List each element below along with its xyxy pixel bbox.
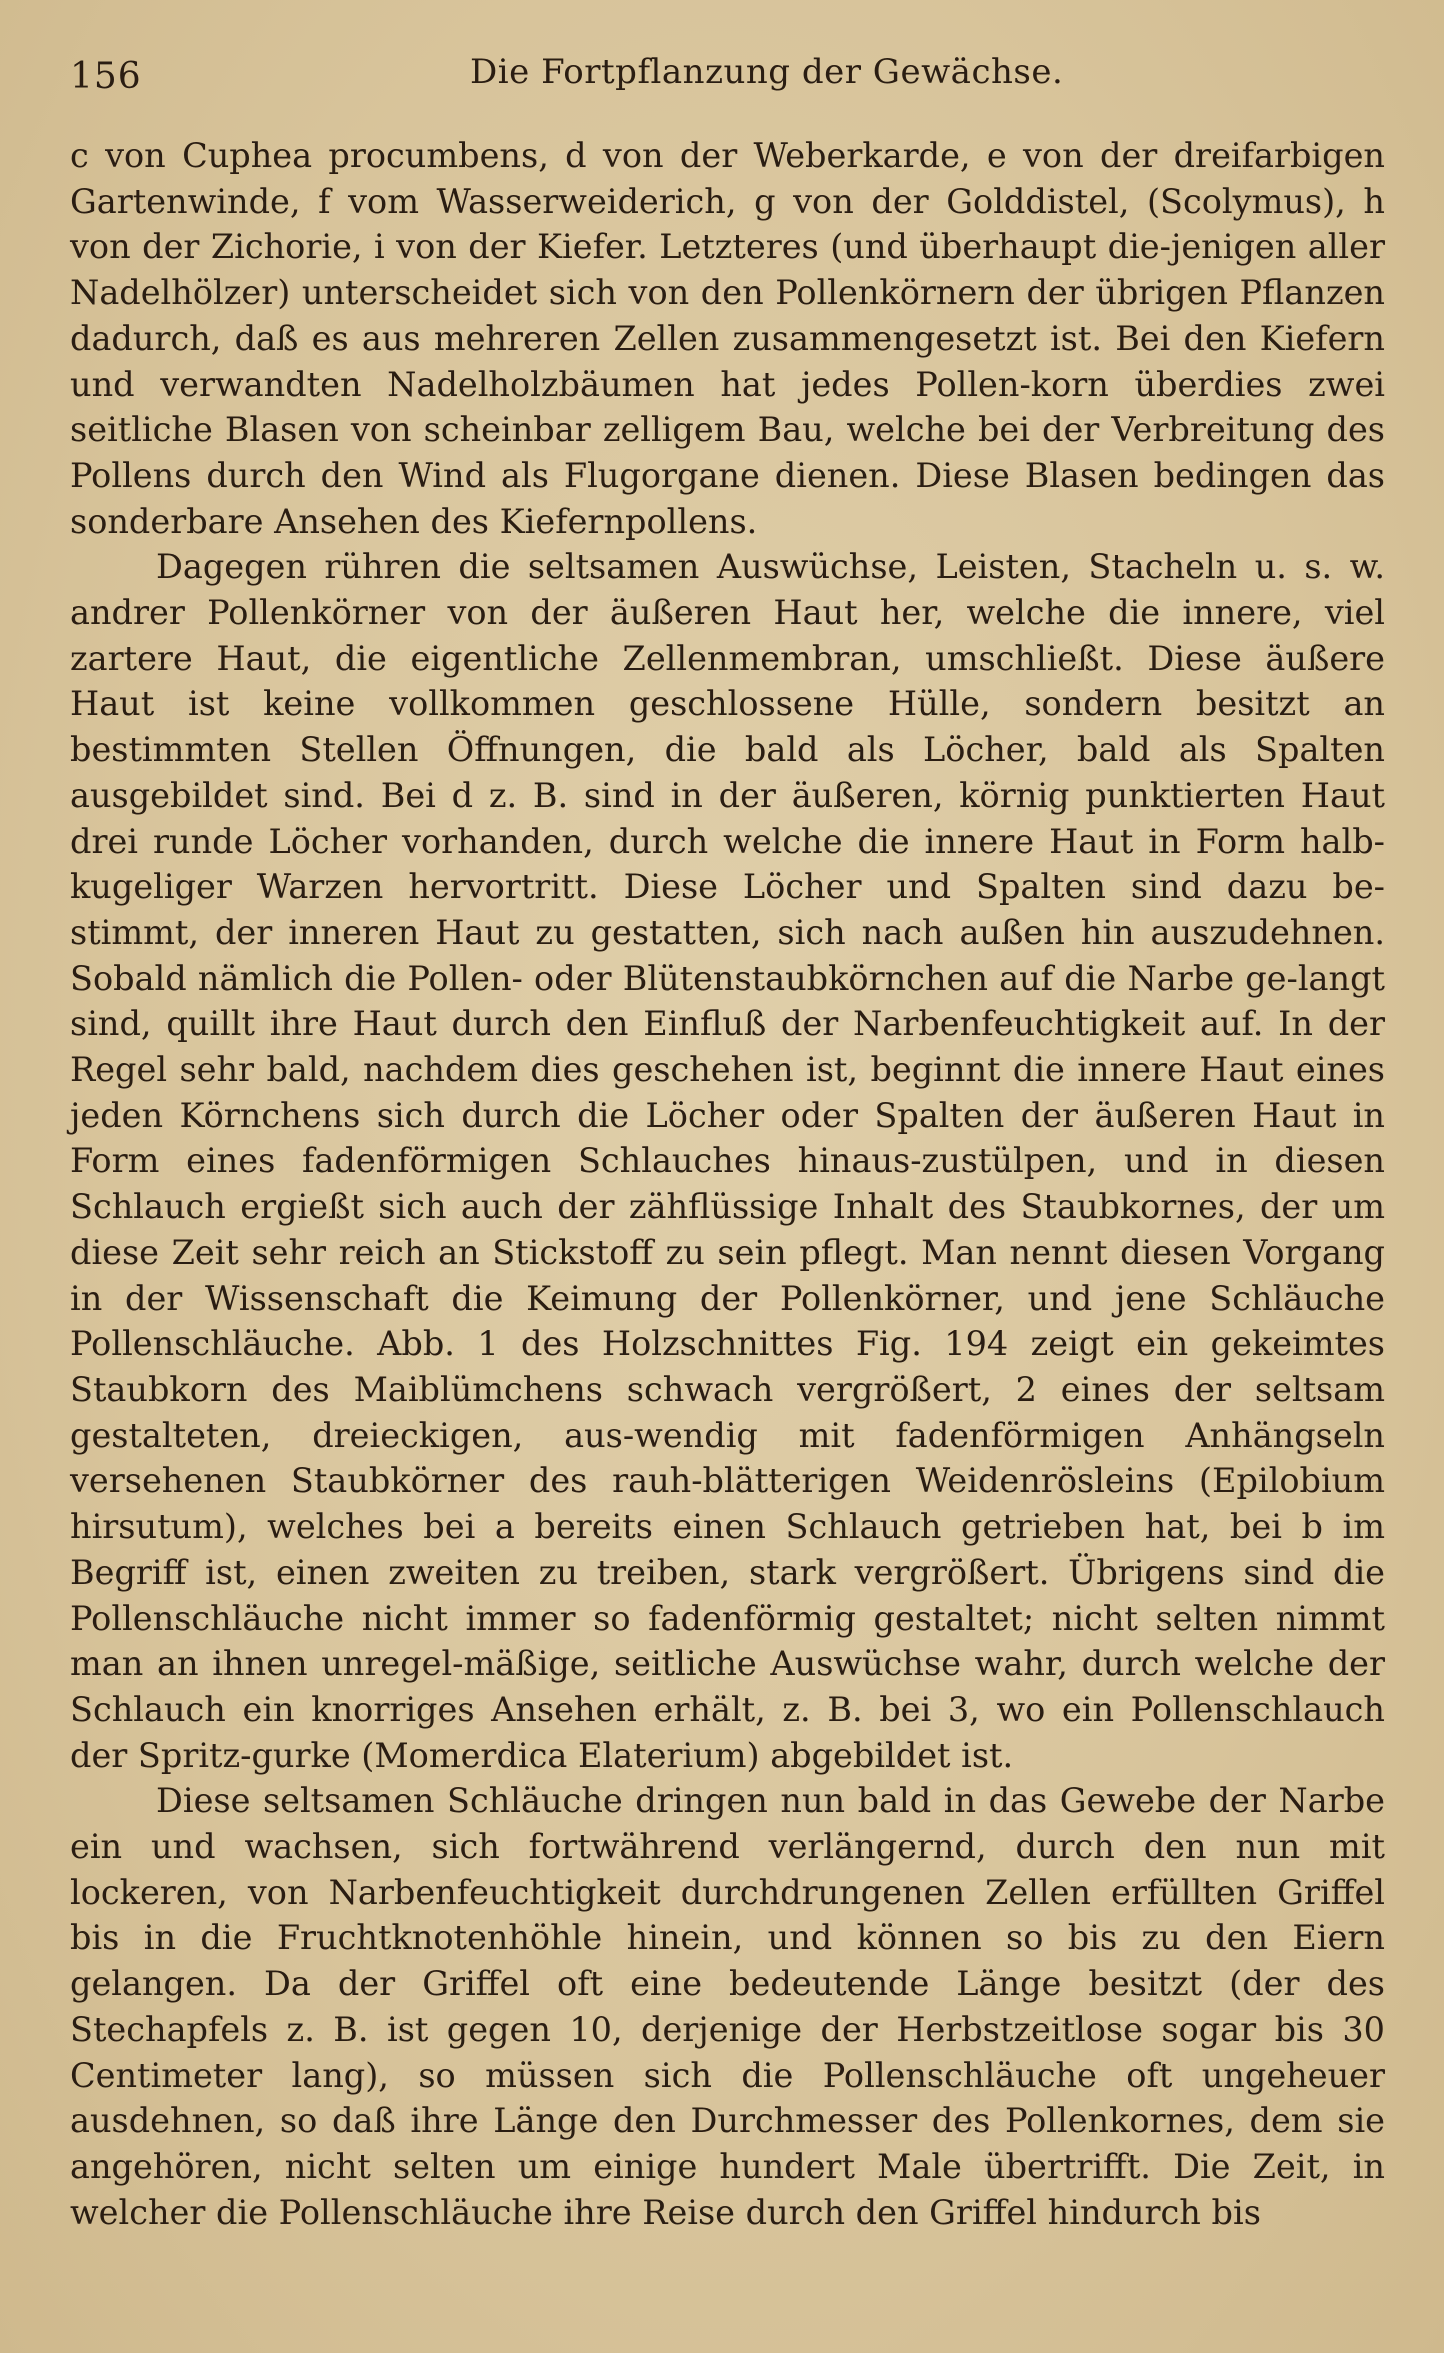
paragraph: c von Cuphea procumbens, d von der Weberkarde, e von der dreifarbigen Gartenwinde, f vom Wasserweiderich, g von der Golddistel, (Scolymus), h von der Zichorie, i von der Kiefer. Letzteres (und überhaupt die-jenigen aller Nadelhölzer) unterscheidet sich von den Pollenkörnern der übrigen Pflanzen dadurch, daß es aus mehreren Zellen zusammengesetzt ist. Bei den Kiefern und verwandten Nadelholzbäumen hat jedes Pollen-korn überdies zwei seitliche Blasen von scheinbar zelligem Bau, welche bei der Verbreitung des Pollens durch den Wind als Flugorgane dienen. Diese Blasen bedingen das sonderbare Ansehen des Kiefernpollens. bbox=[70, 136, 1385, 541]
page-number: 156 bbox=[70, 56, 142, 97]
paragraph: Diese seltsamen Schläuche dringen nun bald in das Gewebe der Narbe ein und wachsen, sich fortwährend verlängernd, durch den nun mit lockeren, von Narbenfeuchtigkeit durchdrungenen Zellen erfüllten Griffel bis in die Fruchtknotenhöhle hinein, und können so bis zu den Eiern gelangen. Da der Griffel oft eine bedeutende Länge besitzt (der des Stechapfels z. B. ist gegen 10, derjenige der Herbstzeitlose sogar bis 30 Centimeter lang), so müssen sich die Pollenschläuche oft ungeheuer ausdehnen, so daß ihre Länge den Durchmesser des Pollenkornes, dem sie angehören, nicht selten um einige hundert Male übertrifft. Die Zeit, in welcher die Pollenschläuche ihre Reise durch den Griffel hindurch bis bbox=[70, 1781, 1385, 2232]
page-header bbox=[70, 48, 1385, 98]
paragraph: Dagegen rühren die seltsamen Auswüchse, Leisten, Stacheln u. s. w. andrer Pollenkörner von der äußeren Haut her, welche die innere, viel zartere Haut, die eigentliche Zellenmembran, umschließt. Diese äußere Haut ist keine vollkommen geschlossene Hülle, sondern besitzt an bestimmten Stellen Öffnungen, die bald als Löcher, bald als Spalten ausgebildet sind. Bei d z. B. sind in der äußeren, körnig punktierten Haut drei runde Löcher vorhanden, durch welche die innere Haut in Form halb-kugeliger Warzen hervortritt. Diese Löcher und Spalten sind dazu be-stimmt, der inneren Haut zu gestatten, sich nach außen hin auszudehnen. Sobald nämlich die Pollen- oder Blütenstaubkörnchen auf die Narbe ge-langt sind, quillt ihre Haut durch den Einfluß der Narbenfeuchtigkeit auf. In der Regel sehr bald, nachdem dies geschehen ist, beginnt die innere Haut eines jeden Körnchens sich durch die Löcher oder Spalten der äußeren Haut in Form eines fadenförmigen Schlauches hinaus-zustülpen, und in diesen Schlauch ergießt sich auch der zähflüssige Inhalt des Staubkornes, der um diese Zeit sehr reich an Stickstoff zu sein pflegt. Man nennt diesen Vorgang in der Wissenschaft die Keimung der Pollenkörner, und jene Schläuche Pollenschläuche. Abb. 1 des Holzschnittes Fig. 194 zeigt ein gekeimtes Staubkorn des Maiblümchens schwach vergrößert, 2 eines der seltsam gestalteten, dreieckigen, aus-wendig mit fadenförmigen Anhängseln versehenen Staubkörner des rauh-blätterigen Weidenrösleins (Epilobium hirsutum), welches bei a bereits einen Schlauch getrieben hat, bei b im Begriff ist, einen zweiten zu treiben, stark vergrößert. Übrigens sind die Pollenschläuche nicht immer so fadenförmig gestaltet; nicht selten nimmt man an ihnen unregel-mäßige, seitliche Auswüchse wahr, durch welche der Schlauch ein knorriges Ansehen erhält, z. B. bei 3, wo ein Pollenschlauch der Spritz-gurke (Momerdica Elaterium) abgebildet ist. bbox=[70, 547, 1385, 1775]
body-text bbox=[70, 133, 1385, 2235]
running-title: Die Fortpflanzung der Gewächse. bbox=[470, 52, 1064, 92]
